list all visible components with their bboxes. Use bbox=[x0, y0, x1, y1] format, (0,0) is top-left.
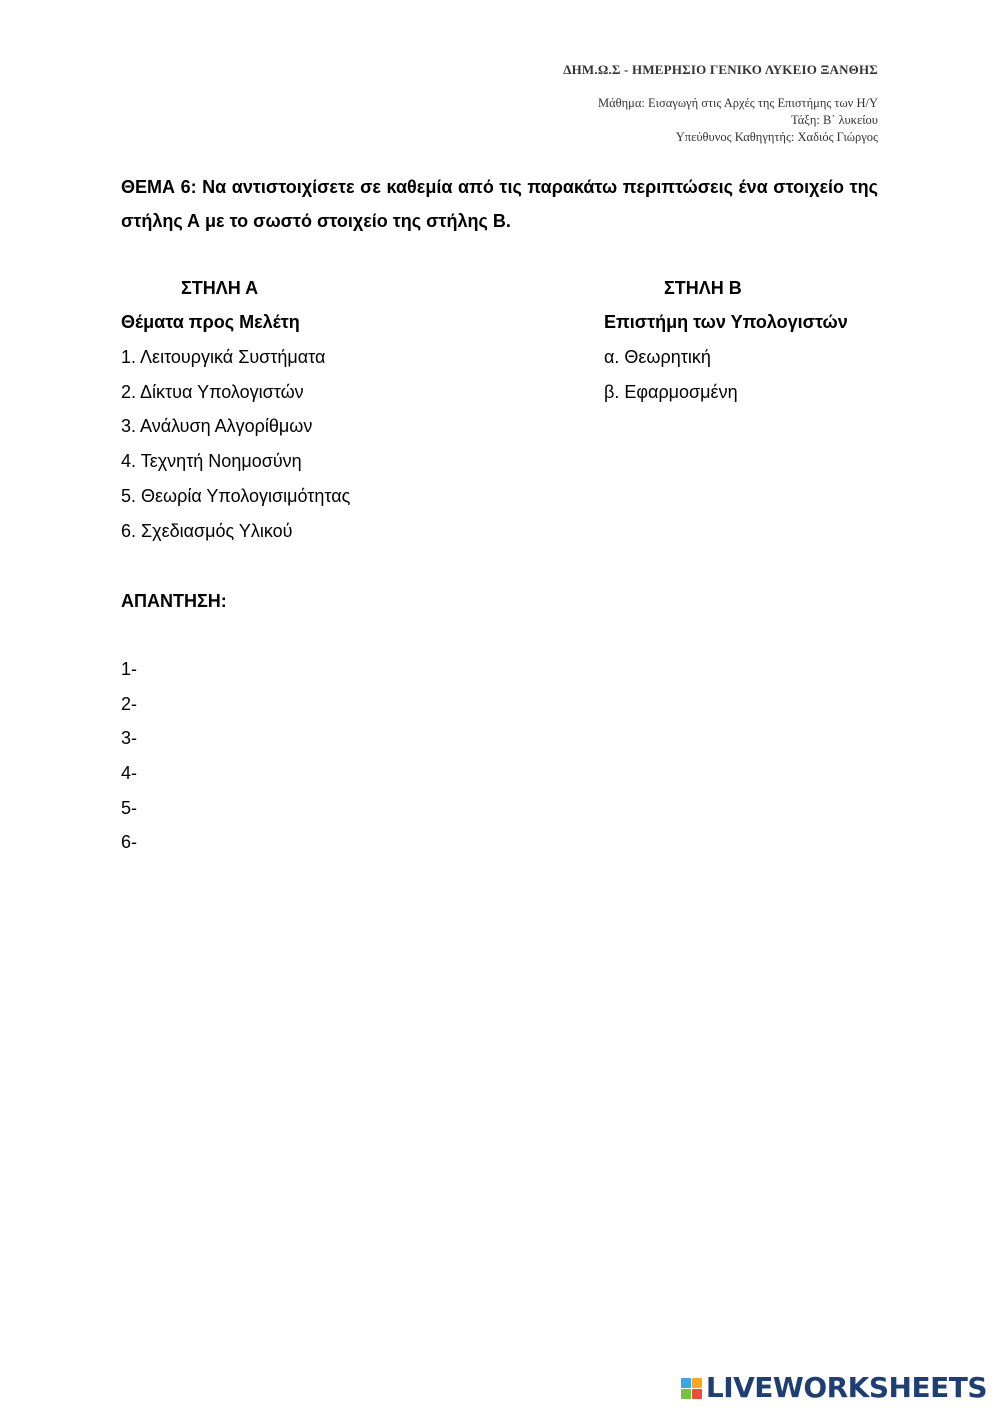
course-info bbox=[178, 95, 878, 146]
column-b bbox=[604, 271, 894, 409]
column-a bbox=[121, 271, 541, 548]
answer-line[interactable]: 5- bbox=[121, 797, 138, 818]
class-level: Τάξη: Β΄ λυκείου bbox=[790, 113, 878, 127]
column-a-item: 4. Τεχνητή Νοημοσύνη bbox=[121, 451, 302, 472]
column-b-item: β. Εφαρμοσμένη bbox=[604, 381, 738, 402]
school-name: ΔΗΜ.Ω.Σ - ΗΜΕΡΗΣΙΟ ΓΕΝΙΚΟ ΛΥΚΕΙΟ ΞΑΝΘΗΣ bbox=[563, 62, 878, 77]
column-a-subheading: Θέματα προς Μελέτη bbox=[121, 312, 300, 332]
logo-square bbox=[681, 1389, 691, 1399]
column-a-item: 5. Θεωρία Υπολογισιμότητας bbox=[121, 485, 351, 506]
column-b-subheading: Επιστήμη των Υπολογιστών bbox=[604, 312, 848, 332]
answer-line[interactable]: 6- bbox=[121, 832, 138, 853]
answer-line[interactable]: 2- bbox=[121, 693, 138, 714]
answer-line[interactable]: 4- bbox=[121, 763, 138, 784]
logo-square bbox=[681, 1378, 691, 1388]
answer-list bbox=[121, 652, 137, 860]
logo-square bbox=[692, 1389, 702, 1399]
teacher-name: Υπεύθυνος Καθηγητής: Χαδιός Γιώργος bbox=[675, 130, 878, 144]
document-header bbox=[178, 61, 878, 146]
liveworksheets-logo-icon bbox=[681, 1378, 702, 1399]
column-a-heading: ΣΤΗΛΗ Α bbox=[181, 278, 259, 298]
course-name: Μάθημα: Εισαγωγή στις Αρχές της Επιστήμης των Η/Υ bbox=[597, 96, 878, 110]
question-text: ΘΕΜΑ 6: Να αντιστοιχίσετε σε καθεμία από τις παρακάτω περιπτώσεις ένα στοιχείο της στήλης Α με το σωστό στοιχείο της στήλης Β. bbox=[121, 177, 878, 231]
answer-line[interactable]: 1- bbox=[121, 659, 138, 679]
column-b-item: α. Θεωρητική bbox=[604, 347, 711, 367]
liveworksheets-brand[interactable] bbox=[681, 1368, 987, 1408]
answer-title: ΑΠΑΝΤΗΣΗ: bbox=[121, 591, 227, 611]
column-a-item: 1. Λειτουργικά Συστήματα bbox=[121, 347, 326, 367]
column-b-heading: ΣΤΗΛΗ Β bbox=[664, 278, 742, 298]
column-a-item: 6. Σχεδιασμός Υλικού bbox=[121, 520, 293, 541]
column-a-item: 2. Δίκτυα Υπολογιστών bbox=[121, 381, 304, 402]
brand-name: LIVEWORKSHEETS bbox=[705, 1371, 987, 1404]
answer-line[interactable]: 3- bbox=[121, 728, 138, 749]
logo-square bbox=[692, 1378, 702, 1388]
column-a-item: 3. Ανάλυση Αλγορίθμων bbox=[121, 416, 313, 437]
